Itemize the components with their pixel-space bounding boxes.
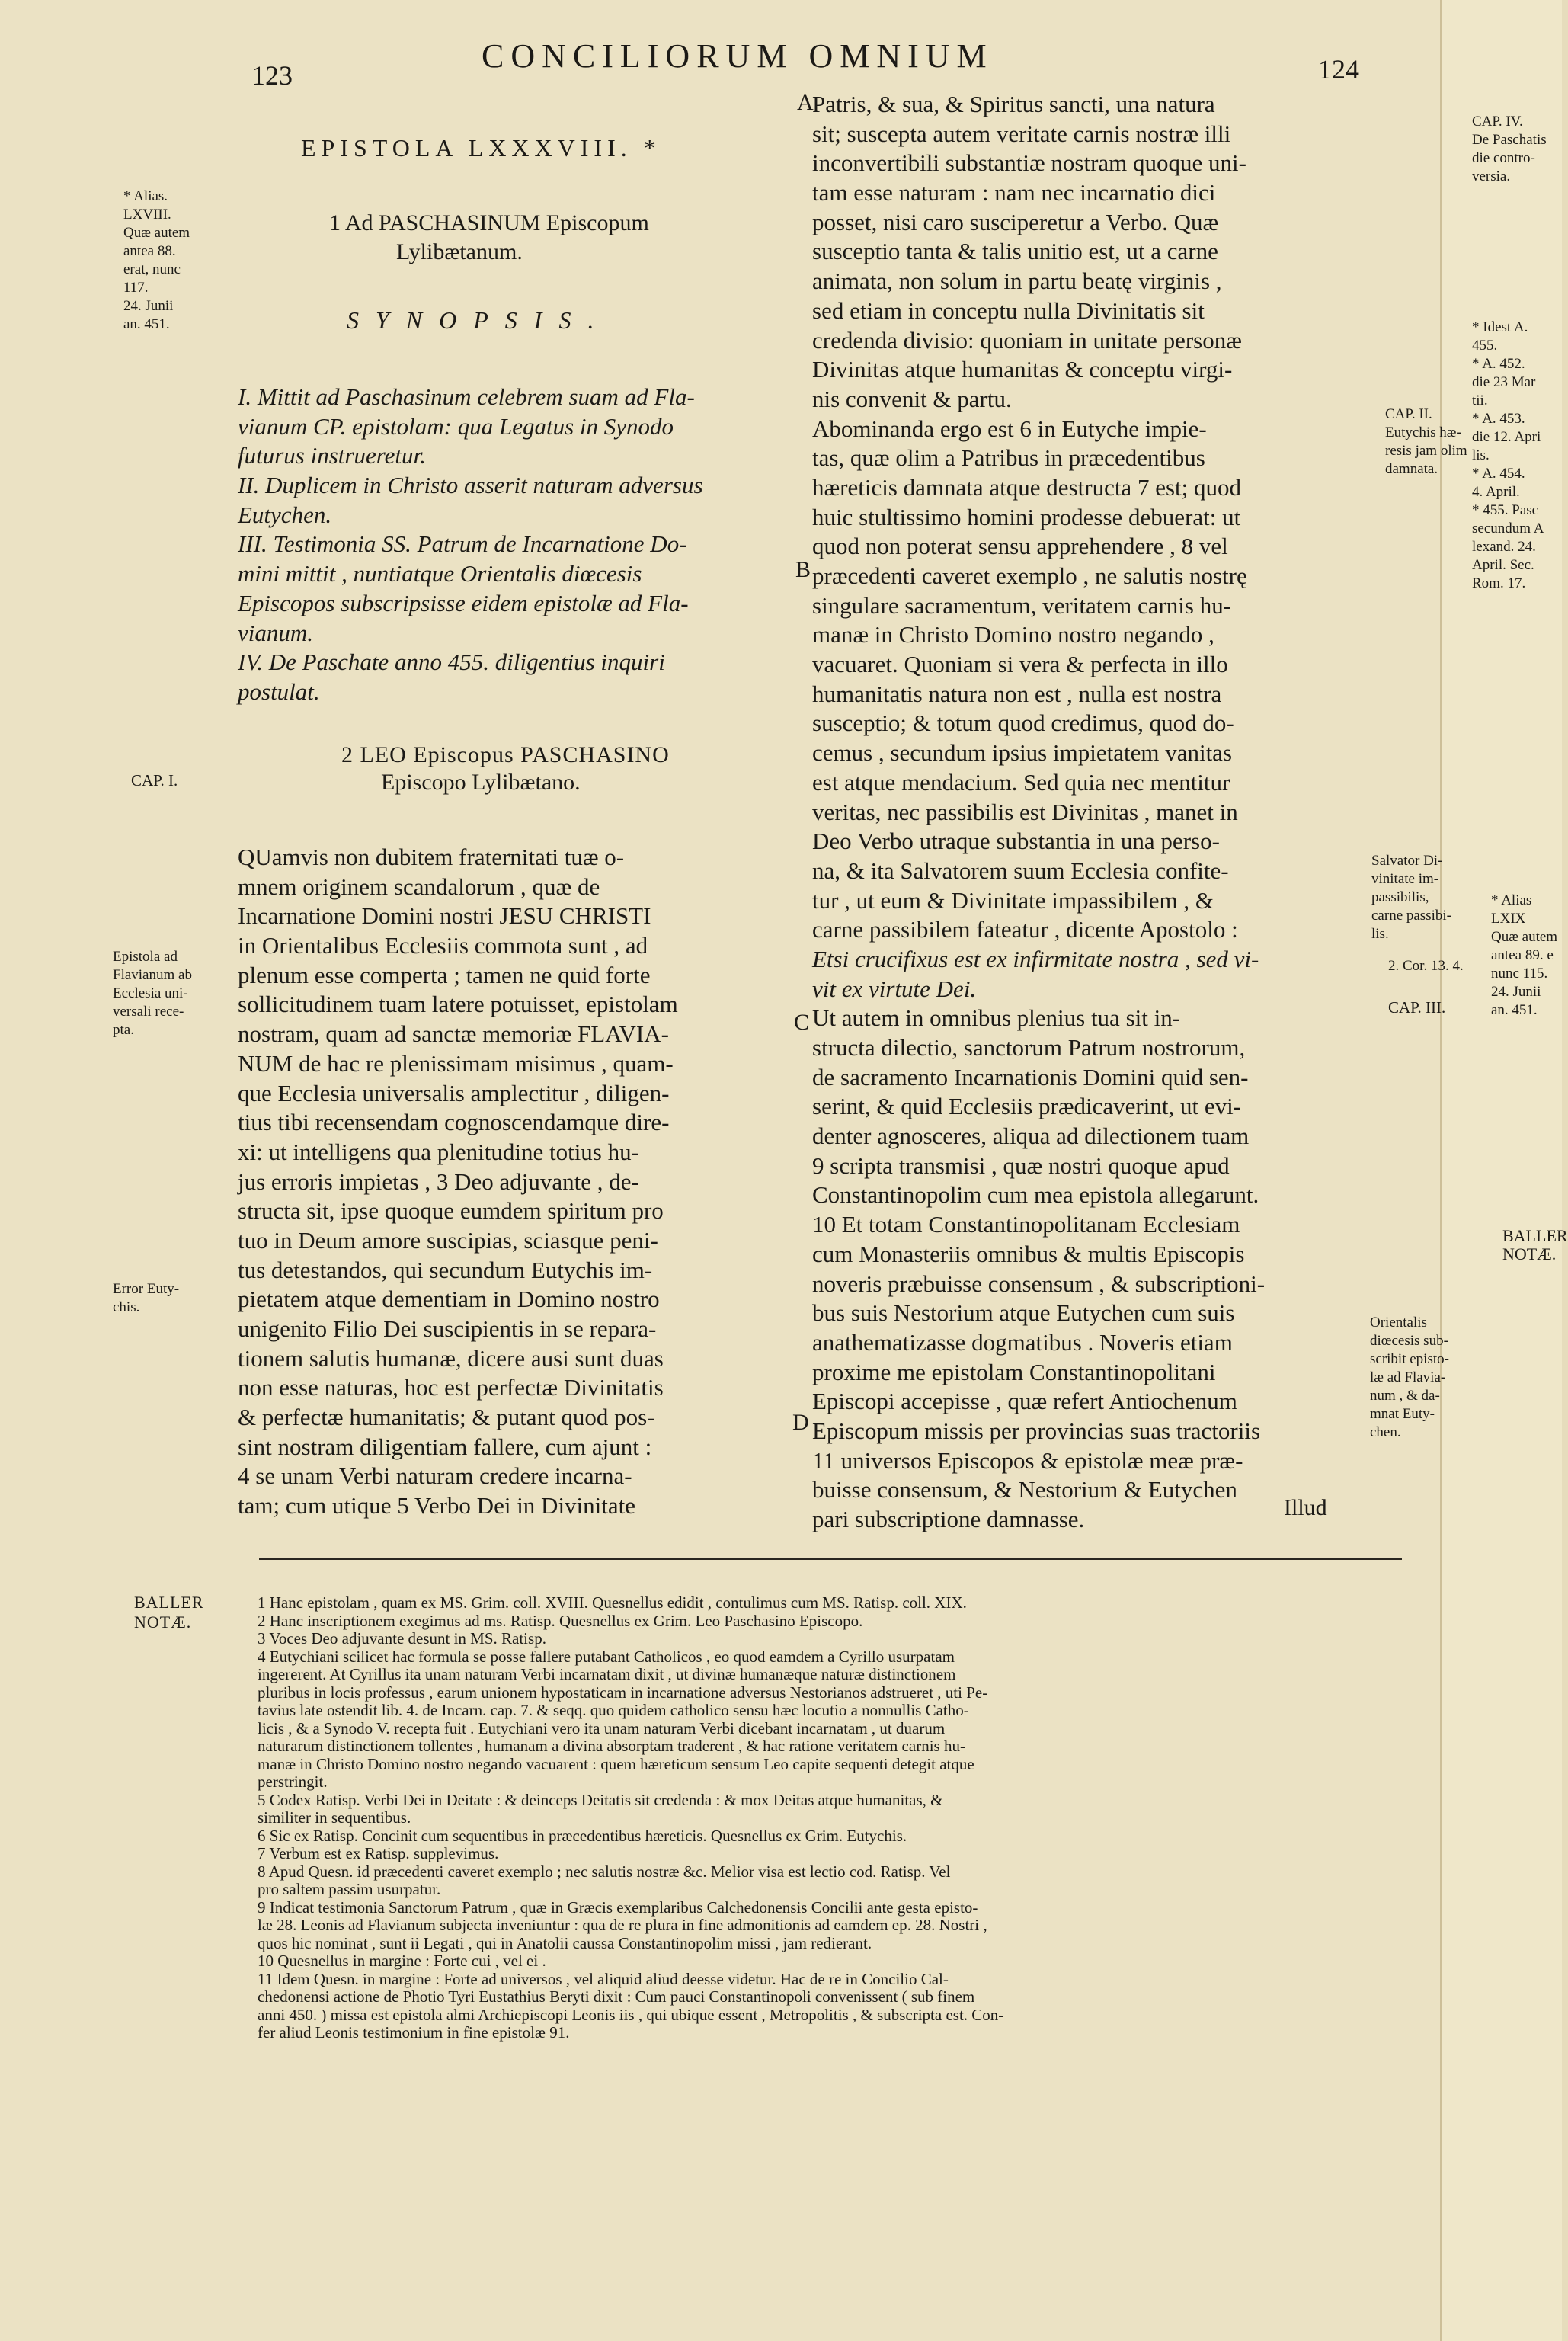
synopsis-line: futurus instrueretur. <box>238 442 426 469</box>
margin-note-line: CAP. I. <box>131 771 178 789</box>
body-line: Episcopi accepisse , quæ refert Antiochenum <box>812 1388 1237 1415</box>
body-line: serint, & quid Ecclesiis prædicaverint, ut evi- <box>812 1093 1242 1120</box>
body-line: credenda divisio: quoniam in unitate personæ <box>812 326 1242 354</box>
margin-note-line: an. 451. <box>123 316 170 332</box>
body-line: xi: ut intelligens qua plenitudine totius hu- <box>238 1138 639 1165</box>
salutation-line-2: Episcopo Lylibætano. <box>381 770 581 795</box>
strip-note-line: die 23 Mar <box>1472 374 1536 390</box>
body-line: carne passibilem fateatur , dicente Apostolo : <box>812 916 1238 943</box>
margin-note-line: Ecclesia uni- <box>113 985 188 1001</box>
margin-note-line: passibilis, <box>1371 889 1429 905</box>
strip-note-line: 4. April. <box>1472 484 1520 500</box>
margin-note-epistola <box>113 948 192 1039</box>
footnote-line: ingererent. At Cyrillus ita unam naturam Verbi incarnatam dixit , ut divinæ humanæque naturæ distinctionem <box>258 1665 956 1683</box>
margin-note-line: carne passibi- <box>1371 908 1451 924</box>
synopsis-line: I. Mittit ad Paschasinum celebrem suam ad Fla- <box>238 383 695 410</box>
right-column-text <box>812 90 1265 1535</box>
body-line: susceptio tanta & talis unitio est, ut a carne <box>812 238 1218 265</box>
footnote-line: 2 Hanc inscriptionem exegimus ad ms. Ratisp. Quesnellus ex Grim. Leo Paschasino Episcopo. <box>258 1611 863 1630</box>
footnote-line: 4 Eutychiani scilicet hac formula se posse fallere putabant Catholicos , eo quod eamdem a Cyrillo usurpatam <box>258 1647 955 1666</box>
footnote-line: anni 450. ) missa est epistola almi Archiepiscopi Leonis iis , qui ubique essent , Metropolitis , & subscripta est. Con- <box>258 2005 1004 2024</box>
body-line: sit; suscepta autem veritate carnis nostræ illi <box>812 120 1231 147</box>
footnote-line: fer aliud Leonis testimonium in fine epistolæ 91. <box>258 2023 570 2042</box>
body-line: tuo in Deum amore suscipias, sciasque peni- <box>238 1226 658 1254</box>
margin-note-orientalis <box>1370 1314 1449 1442</box>
body-line: 11 universos Episcopos & epistolæ meæ præ- <box>812 1446 1243 1474</box>
body-line: pietatem atque dementiam in Domino nostro <box>238 1286 660 1313</box>
body-line: susceptio; & totum quod credimus, quod do- <box>812 709 1234 737</box>
margin-note-line: Orientalis <box>1370 1315 1427 1331</box>
body-line: Patris, & sua, & Spiritus sancti, una natura <box>812 91 1215 117</box>
synopsis-line: vianum. <box>238 619 314 646</box>
strip-note-line: Quæ autem <box>1491 929 1558 945</box>
strip-note-baller <box>1502 1227 1568 1263</box>
body-line: anathematizasse dogmatibus . Noveris etiam <box>812 1328 1233 1356</box>
footnote-line: manæ in Christo Domino nostro negando vacuarent : quem hæreticum sensum Leo capite sequenti detegit atque <box>258 1754 974 1773</box>
synopsis-line: III. Testimonia SS. Patrum de Incarnatione Do- <box>238 530 687 558</box>
body-line: sollicitudinem tuam latere potuisset, epistolam <box>238 991 678 1018</box>
strip-note-cap-iv <box>1472 113 1547 186</box>
strip-note-line: versia. <box>1472 168 1511 184</box>
notes-heading-line: NOTÆ. <box>134 1612 192 1632</box>
running-title: CONCILIORUM OMNIUM <box>482 37 994 75</box>
body-line: proxime me epistolam Constantinopolitani <box>812 1358 1216 1385</box>
strip-note-line: * A. 454. <box>1472 466 1525 482</box>
strip-note-line: tii. <box>1472 392 1488 408</box>
section-marker-b: B <box>795 557 811 582</box>
strip-note-line: De Paschatis <box>1472 132 1547 148</box>
body-line: 10 Et totam Constantinopolitanam Ecclesiam <box>812 1211 1240 1238</box>
margin-note-line: LXVIII. <box>123 207 171 223</box>
body-line: structa sit, ipse quoque eumdem spiritum pro <box>238 1197 664 1225</box>
footnote-rule <box>259 1558 1402 1560</box>
body-line: bus suis Nestorium atque Eutychen cum suis <box>812 1299 1235 1327</box>
footnotes <box>258 1594 1003 2042</box>
footnote-line: chedonensi actione de Photio Tyri Eustathius Beryti dixit : Cum pauci Constantinopoli convenissent ( sub finem <box>258 1987 975 2006</box>
body-line: NUM de hac re plenissimam misimus , quam- <box>238 1049 674 1077</box>
notes-heading <box>134 1593 204 1632</box>
margin-note-line: Epistola ad <box>113 949 178 965</box>
synopsis-list <box>238 383 703 707</box>
body-line: 9 scripta transmisi , quæ nostri quoque apud <box>812 1151 1230 1179</box>
margin-note-line: chen. <box>1370 1424 1401 1440</box>
synopsis-line: IV. De Paschate anno 455. diligentius inquiri <box>238 648 665 676</box>
margin-note-line: mnat Euty- <box>1370 1406 1435 1422</box>
margin-note-line: resis jam olim <box>1385 443 1467 459</box>
margin-note-line: chis. <box>113 1299 140 1315</box>
margin-note-line: diœcesis sub- <box>1370 1333 1448 1349</box>
strip-note-line: * 455. Pasc <box>1472 502 1539 518</box>
body-line: est atque mendacium. Sed quia nec mentitur <box>812 768 1230 796</box>
next-page-edge <box>1440 0 1568 2341</box>
margin-note-line: Flavianum ab <box>113 967 192 983</box>
body-line: tam esse naturam : nam nec incarnatio dici <box>812 179 1216 207</box>
margin-note-line: Eutychis hæ- <box>1385 424 1461 440</box>
body-line: mnem originem scandalorum , quæ de <box>238 873 600 900</box>
footnote-line: naturarum distinctionem tollentes , humanam a divina absorptam traderent , & hac ratione veritatem carnis hu- <box>258 1737 965 1755</box>
body-line: tas, quæ olim a Patribus in præcedentibus <box>812 444 1205 472</box>
section-marker-d: D <box>792 1410 809 1435</box>
margin-note-cap-ii <box>1385 405 1467 479</box>
body-line: tionem salutis humanæ, dicere ausi sunt duas <box>238 1344 664 1372</box>
margin-note-line: scribit episto- <box>1370 1351 1449 1367</box>
margin-note-line: CAP. III. <box>1388 998 1446 1017</box>
synopsis-line: vianum CP. epistolam: qua Legatus in Synodo <box>238 412 674 440</box>
body-line: sed etiam in conceptu nulla Divinitatis sit <box>812 296 1205 324</box>
body-line: Constantinopolim cum mea epistola allegarunt. <box>812 1181 1259 1209</box>
margin-note-line: 24. Junii <box>123 298 174 314</box>
footnote-line: licis , & a Synodo V. recepta fuit . Eutychiani vero ita unam naturam Verbi dicebant incarnatam , ut duarum <box>258 1718 946 1737</box>
body-line: Ut autem in omnibus plenius tua sit in- <box>812 1004 1181 1032</box>
margin-note-line: Quæ autem <box>123 225 190 241</box>
strip-note-line: LXIX <box>1491 911 1526 927</box>
body-line: buisse consensum, & Nestorium & Eutychen <box>812 1476 1237 1504</box>
margin-note-line: CAP. II. <box>1385 406 1432 422</box>
margin-note-cap-i <box>131 771 178 789</box>
synopsis-line: Eutychen. <box>238 501 332 528</box>
footnote-line: quos hic nominat , sunt ii Legati , qui in Anatolii caussa Constantinopolim missi , jam redierant. <box>258 1933 872 1952</box>
body-line: Deo Verbo utraque substantia in una perso- <box>812 828 1220 855</box>
body-line: nostram, quam ad sanctæ memoriæ FLAVIA- <box>238 1020 669 1048</box>
body-line: pari subscriptione damnasse. <box>812 1506 1085 1532</box>
catchword: Illud <box>1284 1495 1327 1520</box>
salutation-line-1: 2 LEO Episcopus PASCHASINO <box>341 742 670 767</box>
strip-note-line: * Alias <box>1491 892 1532 908</box>
body-line: veritas, nec passibilis est Divinitas , manet in <box>812 798 1238 825</box>
body-line: singulare sacramentum, veritatem carnis hu- <box>812 591 1232 619</box>
body-line: jus erroris impietas , 3 Deo adjuvante , de- <box>238 1167 639 1195</box>
body-line: manæ in Christo Domino nostro negando , <box>812 621 1214 648</box>
synopsis-line: mini mittit , nuntiatque Orientalis diœcesis <box>238 560 642 588</box>
footnote-line: 10 Quesnellus in margine : Forte cui , vel ei . <box>258 1952 546 1970</box>
strip-note-line: April. Sec. <box>1472 557 1534 573</box>
page-number-left: 123 <box>251 60 293 91</box>
strip-note-line: nunc 115. <box>1491 966 1548 982</box>
body-line: tius tibi recensendam cognoscendamque dire- <box>238 1109 670 1136</box>
strip-note-line: lexand. 24. <box>1472 539 1536 555</box>
strip-note-line: CAP. IV. <box>1472 114 1523 130</box>
strip-note-dates <box>1472 319 1544 593</box>
margin-note-salvator <box>1371 852 1451 943</box>
margin-note-line: Salvator Di- <box>1371 853 1443 869</box>
margin-note-line: antea 88. <box>123 243 176 259</box>
body-line: inconvertibili substantiæ nostram quoque uni- <box>812 149 1246 177</box>
margin-note-line: pta. <box>113 1022 134 1038</box>
margin-note-cor <box>1388 957 1464 975</box>
synopsis-line: postulat. <box>238 677 320 705</box>
body-line: huic stultissimo homini prodesse debuerat: ut <box>812 503 1241 530</box>
body-line: humanitatis natura non est , nulla est nostra <box>812 680 1222 707</box>
strip-note-line: Rom. 17. <box>1472 575 1526 591</box>
footnote-line: 1 Hanc epistolam , quam ex MS. Grim. coll. XVIII. Quesnellus edidit , contulimus cum MS. Ratisp. coll. XIX. <box>258 1593 967 1612</box>
body-line: vacuaret. Quoniam si vera & perfecta in illo <box>812 651 1228 678</box>
epistle-address-line-1: 1 Ad PASCHASINUM Episcopum <box>329 210 649 235</box>
footnote-line: 11 Idem Quesn. in margine : Forte ad universos , vel aliquid aliud deesse videtur. Hac de re in Concilio Cal- <box>258 1969 949 1988</box>
body-line: nis convenit & partu. <box>812 385 1012 412</box>
body-line: plenum esse comperta ; tamen ne quid forte <box>238 961 651 988</box>
margin-note-line: lis. <box>1371 926 1389 942</box>
footnote-line: 8 Apud Quesn. id præcedenti caveret exemplo ; nec salutis nostræ &c. Melior visa est lectio cod. Ratisp. Vel <box>258 1862 951 1881</box>
body-line: structa dilectio, sanctorum Patrum nostrorum, <box>812 1034 1246 1061</box>
strip-note-line: secundum A <box>1472 520 1544 536</box>
margin-note-line: Error Euty- <box>113 1281 180 1297</box>
body-line: denter agnosceres, aliqua ad dilectionem tuam <box>812 1122 1250 1150</box>
body-line: tus detestandos, qui secundum Eutychis im- <box>238 1256 653 1283</box>
page-number-right: 124 <box>1318 54 1359 85</box>
margin-note-alias <box>123 187 190 334</box>
margin-note-line: 2. Cor. 13. 4. <box>1388 958 1464 974</box>
footnote-line: 5 Codex Ratisp. Verbi Dei in Deitate : & deinceps Deitatis sit credenda : & mox Deitas atque humanitas, & <box>258 1790 943 1809</box>
footnote-line: tavius late ostendit lib. 4. de Incarn. cap. 7. & seqq. quo quidem catholico sensu hæc locutio a nonnullis Catho- <box>258 1701 969 1719</box>
footnote-line: perstringit. <box>258 1773 328 1791</box>
strip-note-line: die contro- <box>1472 150 1535 166</box>
body-line: Divinitas atque humanitas & conceptu virgi- <box>812 356 1233 383</box>
footnote-line: 9 Indicat testimonia Sanctorum Patrum , quæ in Græcis exemplaribus Calchedonensis Concilii ante gesta episto- <box>258 1897 978 1917</box>
body-line: animata, non solum in partu beatę virginis , <box>812 267 1222 295</box>
epistle-address-line-2: Lylibætanum. <box>396 239 523 264</box>
synopsis-line: Episcopos subscripsisse eidem epistolæ ad Fla- <box>238 589 689 616</box>
body-line: noveris præbuisse consensum , & subscriptioni- <box>812 1270 1266 1297</box>
body-line: de sacramento Incarnationis Domini quid sen- <box>812 1063 1249 1090</box>
strip-note-line: BALLER <box>1502 1226 1568 1245</box>
body-line: Etsi crucifixus est ex infirmitate nostra , sed vi- <box>812 945 1259 972</box>
body-line: que Ecclesia universalis amplectitur , diligen- <box>238 1079 670 1106</box>
body-line: Abominanda ergo est 6 in Eutyche impie- <box>812 415 1207 442</box>
epistle-title: EPISTOLA LXXXVIII. * <box>301 134 661 162</box>
strip-note-line: die 12. Apri <box>1472 429 1541 445</box>
strip-note-line: lis. <box>1472 447 1490 463</box>
body-line: & perfectæ humanitatis; & putant quod pos- <box>238 1404 655 1431</box>
strip-note-line: 24. Junii <box>1491 984 1541 1000</box>
body-line: tam; cum utique 5 Verbo Dei in Divinitate <box>238 1492 636 1520</box>
body-line: QUamvis non dubitem fraternitati tuæ o- <box>238 844 625 870</box>
body-line: præcedenti caveret exemplo , ne salutis nostrę <box>812 562 1247 589</box>
body-line: quod non poterat sensu apprehendere , 8 vel <box>812 533 1228 560</box>
margin-note-line: num , & da- <box>1370 1388 1440 1404</box>
margin-note-line: 117. <box>123 280 149 296</box>
strip-note-line: an. 451. <box>1491 1002 1538 1018</box>
body-line: tur , ut eum & Divinitate impassibilem , & <box>812 886 1214 914</box>
margin-note-line: damnata. <box>1385 461 1438 477</box>
body-line: Episcopum missis per provincias suas tractoriis <box>812 1417 1261 1444</box>
footnote-line: pluribus in locis professus , earum unionem hypostaticam in incarnatione adversus Nestorianos adstrueret , uti Pe- <box>258 1683 988 1702</box>
section-marker-c: C <box>794 1010 810 1035</box>
synopsis-line: II. Duplicem in Christo asserit naturam adversus <box>238 472 703 499</box>
strip-note-line: * A. 453. <box>1472 411 1525 427</box>
body-line: in Orientalibus Ecclesiis commota sunt , ad <box>238 932 648 959</box>
body-line: na, & ita Salvatorem suum Ecclesia confite- <box>812 857 1229 884</box>
body-line: 4 se unam Verbi naturam credere incarna- <box>238 1462 632 1490</box>
left-column-text <box>238 843 678 1521</box>
margin-note-cap-iii <box>1388 998 1445 1017</box>
footnote-line: 3 Voces Deo adjuvante desunt in MS. Ratisp. <box>258 1629 546 1648</box>
strip-note-line: antea 89. e <box>1491 947 1554 963</box>
margin-note-line: * Alias. <box>123 188 168 204</box>
body-line: vit ex virtute Dei. <box>812 975 977 1002</box>
footnote-line: læ 28. Leonis ad Flavianum subjecta inveniuntur : qua de re plura in fine admonitionis ad eamdem ep. 28. Nostri , <box>258 1916 987 1934</box>
section-marker-a: A <box>797 90 814 115</box>
strip-note-line: * A. 452. <box>1472 356 1525 372</box>
footnote-line: pro saltem passim usurpatur. <box>258 1880 441 1898</box>
body-line: Incarnatione Domini nostri JESU CHRISTI <box>238 902 651 930</box>
margin-note-line: erat, nunc <box>123 261 181 277</box>
margin-note-error <box>113 1280 179 1317</box>
body-line: cemus , secundum ipsius impietatem vanitas <box>812 739 1233 767</box>
body-line: unigenito Filio Dei suscipientis in se repara- <box>238 1315 657 1342</box>
margin-note-line: versali rece- <box>113 1004 184 1020</box>
body-line: cum Monasteriis omnibus & multis Episcopis <box>812 1240 1245 1267</box>
margin-note-line: vinitate im- <box>1371 871 1439 887</box>
synopsis-title: SYNOPSIS. <box>347 306 611 334</box>
footnote-line: similiter in sequentibus. <box>258 1808 411 1827</box>
margin-note-line: læ ad Flavia- <box>1370 1369 1446 1385</box>
body-line: sint nostram diligentiam fallere, cum ajunt : <box>238 1433 652 1460</box>
footnote-line: 7 Verbum est ex Ratisp. supplevimus. <box>258 1844 499 1862</box>
notes-heading-line: BALLER <box>134 1593 204 1612</box>
strip-note-line: NOTÆ. <box>1502 1244 1557 1263</box>
body-line: posset, nisi caro susciperetur a Verbo. Quæ <box>812 208 1219 235</box>
strip-note-alias <box>1491 892 1557 1020</box>
footnote-line: 6 Sic ex Ratisp. Concinit cum sequentibus in præcedentibus hæreticis. Quesnellus ex Grim. Eutychis. <box>258 1826 907 1845</box>
body-line: hæreticis damnata atque destructa 7 est; quod <box>812 473 1241 501</box>
strip-note-line: 455. <box>1472 338 1498 354</box>
body-line: non esse naturas, hoc est perfectæ Divinitatis <box>238 1374 664 1401</box>
strip-note-line: * Idest A. <box>1472 319 1528 335</box>
